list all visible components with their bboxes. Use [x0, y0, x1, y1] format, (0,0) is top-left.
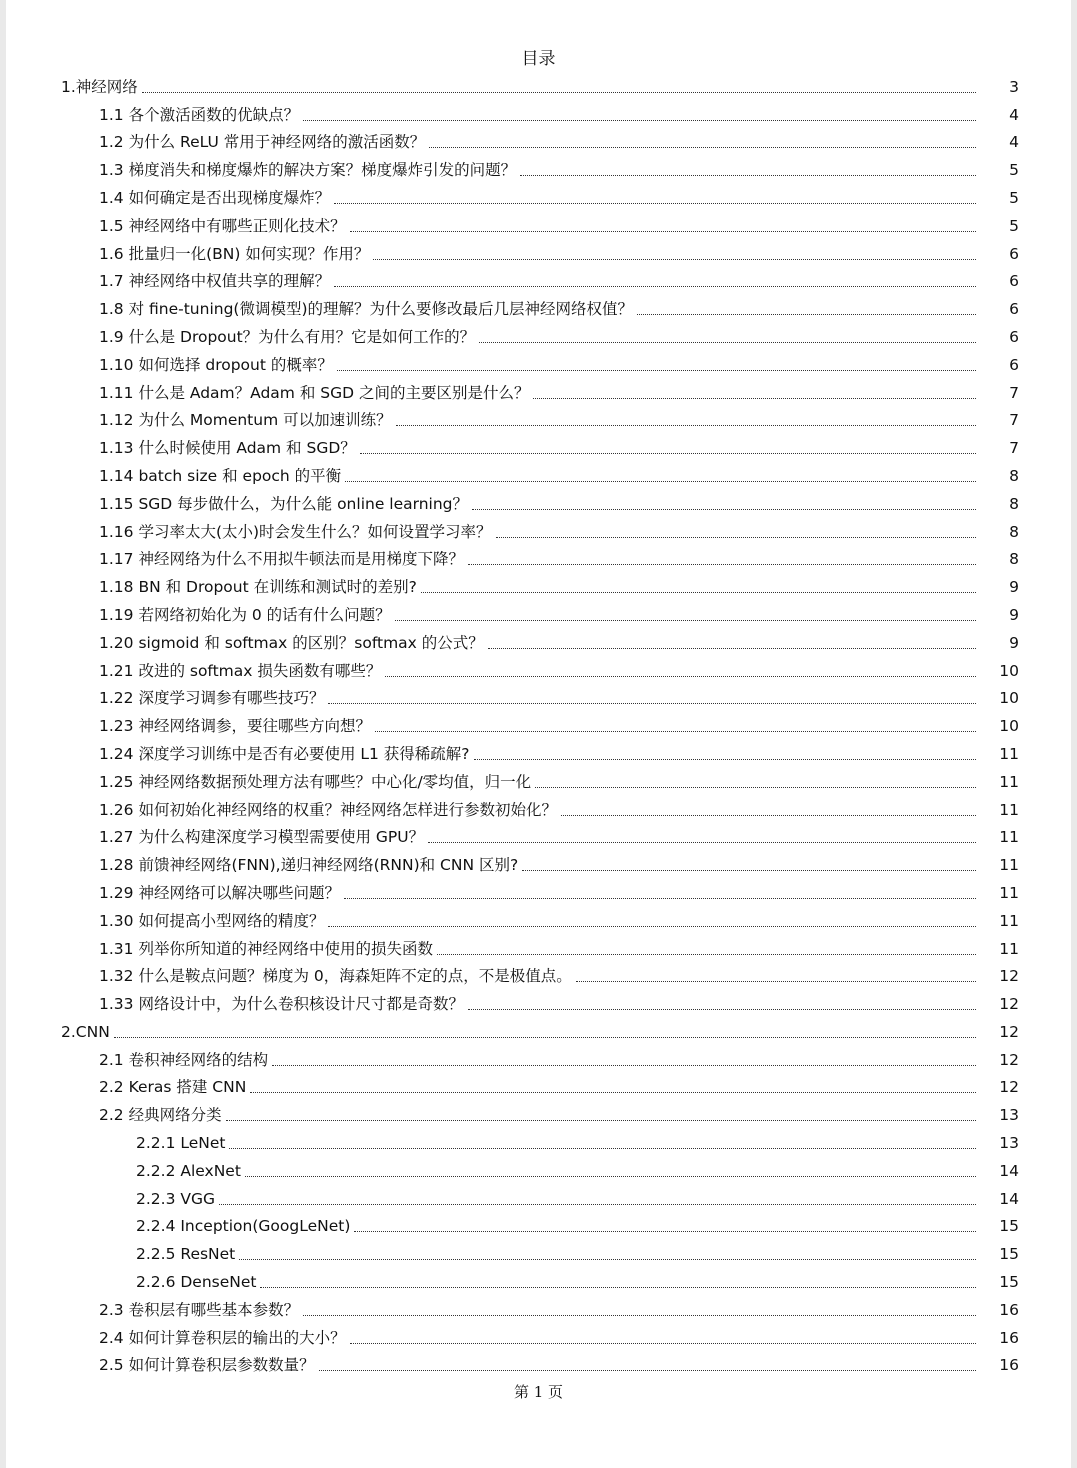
toc-dot-leader [535, 787, 976, 788]
toc-dot-leader [576, 981, 976, 982]
toc-entry[interactable] [0, 211, 1077, 239]
toc-dot-leader [337, 370, 976, 371]
toc-page-number[interactable]: 9 [1009, 605, 1019, 624]
toc-page-number[interactable]: 5 [1009, 188, 1019, 207]
toc-entry-title[interactable]: 2.2.1 LeNet [136, 1134, 226, 1153]
toc-entry-title[interactable]: 1.29 神经网络可以解决哪些问题？ [99, 883, 340, 902]
toc-dot-leader [429, 147, 976, 148]
toc-page-number[interactable]: 11 [999, 911, 1019, 930]
toc-entry-title[interactable]: 2.2.6 DenseNet [136, 1273, 257, 1292]
toc-page-number[interactable]: 12 [999, 967, 1019, 986]
toc-entry[interactable] [0, 628, 1077, 656]
toc-entry-title[interactable]: 1.18 BN 和 Dropout 在训练和测试时的差别? [99, 578, 417, 597]
toc-page-number[interactable]: 10 [999, 661, 1019, 680]
toc-entry[interactable] [0, 100, 1077, 128]
toc-entry[interactable] [0, 572, 1077, 600]
toc-dot-leader [375, 731, 976, 732]
toc-entry[interactable] [0, 545, 1077, 573]
toc-dot-leader [474, 759, 976, 760]
toc-entry[interactable] [0, 1212, 1077, 1240]
toc-entry-title[interactable]: 1.15 SGD 每步做什么，为什么能 online learning？ [99, 494, 469, 513]
toc-entry[interactable] [0, 517, 1077, 545]
toc-entry-title[interactable]: 1.26 如何初始化神经网络的权重？神经网络怎样进行参数初始化？ [99, 800, 557, 819]
toc-entry-title[interactable]: 1.19 若网络初始化为 0 的话有什么问题？ [99, 605, 391, 624]
toc-entry-title[interactable]: 1.神经网络 [61, 77, 138, 96]
toc-entry[interactable] [0, 878, 1077, 906]
toc-entry-title[interactable]: 1.20 sigmoid 和 softmax 的区别？softmax 的公式？ [99, 633, 484, 652]
toc-entry-title[interactable]: 1.21 改进的 softmax 损失函数有哪些？ [99, 661, 382, 680]
toc-dot-leader [520, 175, 976, 176]
toc-entry[interactable] [0, 711, 1077, 739]
toc-entry[interactable] [0, 600, 1077, 628]
toc-entry[interactable] [0, 1295, 1077, 1323]
toc-entry-title[interactable]: 1.23 神经网络调参，要往哪些方向想？ [99, 717, 371, 736]
toc-dot-leader [496, 537, 976, 538]
toc-dot-leader [328, 926, 976, 927]
toc-dot-leader [345, 481, 976, 482]
toc-page-number[interactable]: 15 [999, 1273, 1019, 1292]
toc-entry[interactable] [0, 1017, 1077, 1045]
toc-page-number[interactable]: 11 [999, 856, 1019, 875]
toc-page-number[interactable]: 11 [999, 939, 1019, 958]
toc-entry-title[interactable]: 1.12 为什么 Momentum 可以加速训练？ [99, 411, 392, 430]
toc-entry-title[interactable]: 2.2.2 AlexNet [136, 1161, 241, 1180]
toc-entry-title[interactable]: 2.1 卷积神经网络的结构 [99, 1050, 269, 1069]
toc-page-number[interactable]: 12 [999, 1022, 1019, 1041]
toc-entry-title[interactable]: 1.27 为什么构建深度学习模型需要使用 GPU？ [99, 828, 425, 847]
toc-entry[interactable] [0, 350, 1077, 378]
toc-dot-leader [328, 703, 976, 704]
toc-entry-title[interactable]: 2.3 卷积层有哪些基本参数？ [99, 1300, 300, 1319]
toc-entry-title[interactable]: 2.5 如何计算卷积层参数数量？ [99, 1356, 315, 1375]
toc-entry[interactable] [0, 1156, 1077, 1184]
toc-page-number[interactable]: 13 [999, 1134, 1019, 1153]
toc-dot-leader [239, 1259, 976, 1260]
toc-page-number[interactable]: 9 [1009, 578, 1019, 597]
toc-entry-title[interactable]: 1.8 对 fine-tuning(微调模型)的理解？为什么要修改最后几层神经网络权值？ [99, 300, 634, 319]
toc-page-number[interactable]: 4 [1009, 133, 1019, 152]
toc-page-number[interactable]: 11 [999, 883, 1019, 902]
toc-entry-title[interactable]: 2.2.4 Inception(GoogLeNet) [136, 1217, 351, 1236]
toc-dot-leader [334, 286, 976, 287]
toc-dot-leader [303, 120, 976, 121]
toc-dot-leader [468, 564, 976, 565]
toc-entry[interactable] [0, 850, 1077, 878]
toc-dot-leader [142, 92, 976, 93]
toc-page-number[interactable]: 11 [999, 828, 1019, 847]
toc-entry-title[interactable]: 1.6 批量归一化(BN) 如何实现？作用？ [99, 244, 370, 263]
toc-page-number[interactable]: 10 [999, 717, 1019, 736]
toc-entry[interactable] [0, 294, 1077, 322]
toc-page-number[interactable]: 16 [999, 1356, 1019, 1375]
toc-page-number[interactable]: 15 [999, 1245, 1019, 1264]
toc-page-number[interactable]: 6 [1009, 244, 1019, 263]
toc-page-number[interactable]: 8 [1009, 494, 1019, 513]
toc-page-number[interactable]: 8 [1009, 522, 1019, 541]
toc-entry[interactable] [0, 739, 1077, 767]
toc-page-number[interactable]: 9 [1009, 633, 1019, 652]
toc-entry[interactable] [0, 1045, 1077, 1073]
toc-dot-leader [561, 815, 976, 816]
toc-dot-leader [637, 314, 976, 315]
toc-entry[interactable] [0, 322, 1077, 350]
toc-dot-leader [319, 1370, 976, 1371]
toc-dot-leader [468, 1009, 976, 1010]
toc-entry-title[interactable]: 2.CNN [61, 1022, 110, 1041]
toc-entry-title[interactable]: 1.9 什么是 Dropout？为什么有用？它是如何工作的？ [99, 327, 476, 346]
toc-entry-title[interactable]: 1.7 神经网络中权值共享的理解？ [99, 272, 331, 291]
toc-entry[interactable] [0, 1128, 1077, 1156]
table-of-contents [0, 72, 1077, 1378]
toc-entry[interactable] [0, 934, 1077, 962]
toc-entry-title[interactable]: 1.17 神经网络为什么不用拟牛顿法而是用梯度下降？ [99, 550, 464, 569]
toc-dot-leader [350, 231, 976, 232]
toc-entry-title[interactable]: 2.2.5 ResNet [136, 1245, 236, 1264]
toc-entry[interactable] [0, 433, 1077, 461]
toc-page-number[interactable]: 6 [1009, 272, 1019, 291]
toc-entry[interactable] [0, 378, 1077, 406]
toc-dot-leader [421, 592, 976, 593]
toc-page-number[interactable]: 6 [1009, 327, 1019, 346]
toc-entry-title[interactable]: 1.32 什么是鞍点问题？梯度为 0，海森矩阵不定的点，不是极值点。 [99, 967, 572, 986]
toc-entry[interactable] [0, 656, 1077, 684]
toc-dot-leader [334, 203, 976, 204]
toc-entry[interactable] [0, 406, 1077, 434]
toc-dot-leader [219, 1204, 976, 1205]
toc-entry[interactable] [0, 684, 1077, 712]
toc-dot-leader [522, 870, 976, 871]
toc-entry[interactable] [0, 1184, 1077, 1212]
toc-page-number[interactable]: 13 [999, 1106, 1019, 1125]
toc-entry-title[interactable]: 1.2 为什么 ReLU 常用于神经网络的激活函数？ [99, 133, 426, 152]
toc-page-number[interactable]: 8 [1009, 550, 1019, 569]
toc-page-number[interactable]: 12 [999, 995, 1019, 1014]
toc-page-number[interactable]: 4 [1009, 105, 1019, 124]
toc-entry[interactable] [0, 989, 1077, 1017]
toc-dot-leader [303, 1315, 976, 1316]
toc-page-number[interactable]: 5 [1009, 216, 1019, 235]
toc-entry[interactable] [0, 267, 1077, 295]
toc-entry-title[interactable]: 1.4 如何确定是否出现梯度爆炸？ [99, 188, 331, 207]
toc-entry[interactable] [0, 1267, 1077, 1295]
toc-page-number[interactable]: 15 [999, 1217, 1019, 1236]
toc-entry-title[interactable]: 1.22 深度学习调参有哪些技巧？ [99, 689, 325, 708]
toc-dot-leader [344, 898, 976, 899]
toc-page-number[interactable]: 6 [1009, 300, 1019, 319]
toc-entry[interactable] [0, 239, 1077, 267]
toc-dot-leader [395, 620, 976, 621]
toc-page-number[interactable]: 16 [999, 1328, 1019, 1347]
toc-entry[interactable] [0, 795, 1077, 823]
toc-entry[interactable] [0, 823, 1077, 851]
toc-entry-title[interactable]: 1.30 如何提高小型网络的精度？ [99, 911, 325, 930]
toc-page-number[interactable]: 7 [1009, 383, 1019, 402]
toc-entry[interactable] [0, 183, 1077, 211]
toc-dot-leader [385, 676, 976, 677]
toc-entry-title[interactable]: 2.2.3 VGG [136, 1189, 215, 1208]
toc-page-number[interactable]: 12 [999, 1078, 1019, 1097]
toc-page-number[interactable]: 7 [1009, 411, 1019, 430]
toc-page-number[interactable]: 14 [999, 1161, 1019, 1180]
toc-entry[interactable] [0, 72, 1077, 100]
toc-dot-leader [396, 425, 976, 426]
toc-dot-leader [428, 842, 976, 843]
toc-entry-title[interactable]: 1.13 什么时候使用 Adam 和 SGD？ [99, 439, 356, 458]
toc-dot-leader [114, 1037, 976, 1038]
toc-entry-title[interactable]: 1.31 列举你所知道的神经网络中使用的损失函数 [99, 939, 433, 958]
toc-page-number[interactable]: 8 [1009, 466, 1019, 485]
toc-entry[interactable] [0, 489, 1077, 517]
toc-dot-leader [373, 259, 976, 260]
toc-page-number[interactable]: 6 [1009, 355, 1019, 374]
toc-dot-leader [360, 453, 976, 454]
toc-page-number[interactable]: 5 [1009, 161, 1019, 180]
toc-entry-title[interactable]: 1.5 神经网络中有哪些正则化技术？ [99, 216, 346, 235]
toc-entry[interactable] [0, 1100, 1077, 1128]
toc-page-number[interactable]: 11 [999, 800, 1019, 819]
toc-entry[interactable] [0, 1351, 1077, 1379]
toc-page-number[interactable]: 12 [999, 1050, 1019, 1069]
toc-page-number[interactable]: 14 [999, 1189, 1019, 1208]
page-footer: 第 1 页 [513, 1383, 564, 1401]
toc-entry[interactable] [0, 1239, 1077, 1267]
toc-dot-leader [354, 1231, 976, 1232]
toc-dot-leader [229, 1148, 976, 1149]
toc-entry[interactable] [0, 767, 1077, 795]
toc-entry-title[interactable]: 2.2 Keras 搭建 CNN [99, 1078, 247, 1097]
toc-page-number[interactable]: 16 [999, 1300, 1019, 1319]
toc-page-number[interactable]: 11 [999, 744, 1019, 763]
toc-entry-title[interactable]: 1.33 网络设计中，为什么卷积核设计尺寸都是奇数？ [99, 995, 464, 1014]
toc-entry-title[interactable]: 1.10 如何选择 dropout 的概率？ [99, 355, 333, 374]
toc-entry-title[interactable]: 1.16 学习率太大(太小)时会发生什么？如何设置学习率？ [99, 522, 492, 541]
toc-entry-title[interactable]: 2.4 如何计算卷积层的输出的大小？ [99, 1328, 346, 1347]
page-title: 目录 [521, 49, 556, 69]
toc-entry[interactable] [0, 1323, 1077, 1351]
toc-entry-title[interactable]: 1.11 什么是 Adam？Adam 和 SGD 之间的主要区别是什么？ [99, 383, 530, 402]
toc-entry[interactable] [0, 962, 1077, 990]
toc-dot-leader [245, 1176, 976, 1177]
toc-entry[interactable] [0, 461, 1077, 489]
toc-entry-title[interactable]: 1.28 前馈神经网络(FNN),递归神经网络(RNN)和 CNN 区别? [99, 856, 519, 875]
toc-entry-title[interactable]: 1.3 梯度消失和梯度爆炸的解决方案？梯度爆炸引发的问题？ [99, 161, 517, 180]
toc-entry[interactable] [0, 128, 1077, 156]
toc-entry[interactable] [0, 1073, 1077, 1101]
toc-entry[interactable] [0, 155, 1077, 183]
toc-dot-leader [472, 509, 976, 510]
toc-entry-title[interactable]: 1.24 深度学习训练中是否有必要使用 L1 获得稀疏解? [99, 744, 470, 763]
toc-page-number[interactable]: 10 [999, 689, 1019, 708]
toc-page-number[interactable]: 3 [1009, 77, 1019, 96]
toc-page-number[interactable]: 11 [999, 772, 1019, 791]
toc-dot-leader [226, 1120, 976, 1121]
toc-dot-leader [488, 648, 976, 649]
toc-page-number[interactable]: 7 [1009, 439, 1019, 458]
toc-dot-leader [250, 1092, 976, 1093]
toc-dot-leader [260, 1287, 976, 1288]
toc-entry-title[interactable]: 1.1 各个激活函数的优缺点？ [99, 105, 300, 124]
toc-entry-title[interactable]: 1.14 batch size 和 epoch 的平衡 [99, 466, 342, 485]
toc-entry-title[interactable]: 1.25 神经网络数据预处理方法有哪些？中心化/零均值，归一化 [99, 772, 532, 791]
toc-dot-leader [533, 398, 976, 399]
toc-dot-leader [479, 342, 976, 343]
toc-dot-leader [272, 1065, 976, 1066]
toc-dot-leader [350, 1343, 976, 1344]
toc-entry[interactable] [0, 906, 1077, 934]
toc-dot-leader [437, 954, 976, 955]
toc-entry-title[interactable]: 2.2 经典网络分类 [99, 1106, 222, 1125]
